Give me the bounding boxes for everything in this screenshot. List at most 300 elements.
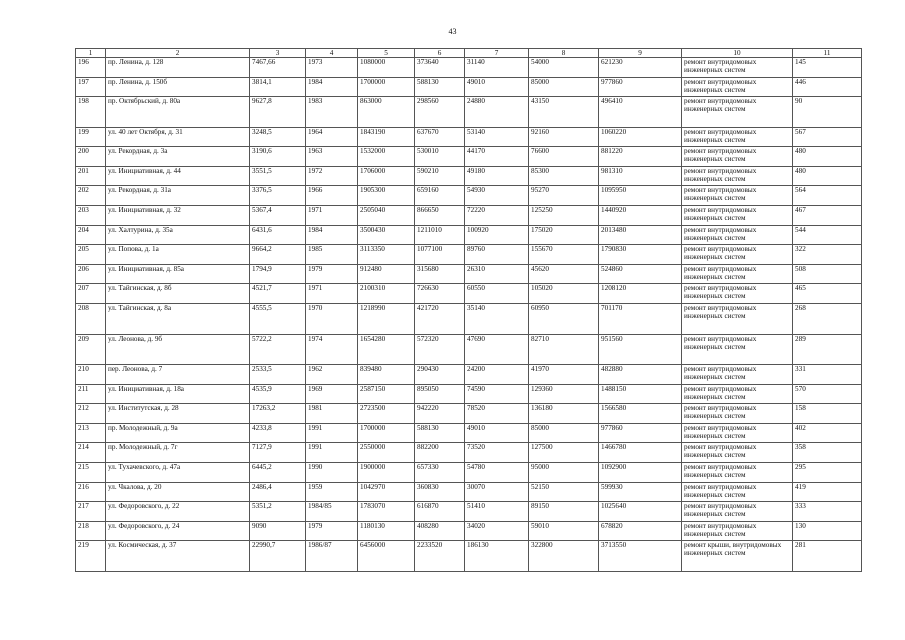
cell-total-area: 9627,8 (250, 97, 306, 128)
cell-row-number: 202 (76, 186, 106, 206)
table-row (76, 521, 862, 541)
cell-cost-budget-region: 26310 (465, 264, 529, 284)
cell-cost-budget-region: 72220 (465, 206, 529, 226)
cell-cost-fund: 1077100 (415, 245, 465, 265)
cell-cost-budget-region: 30070 (465, 482, 529, 502)
cell-cost-per-sqm: 90 (793, 97, 862, 128)
cell-row-number: 196 (76, 58, 106, 78)
cell-cost-budget-city: 129360 (529, 384, 599, 404)
cell-cost-owners: 701170 (599, 304, 682, 335)
table-row (76, 284, 862, 304)
table-row (76, 77, 862, 97)
cell-cost-owners: 1790830 (599, 245, 682, 265)
cell-cost-per-sqm: 281 (793, 541, 862, 572)
cell-cost-budget-city: 82710 (529, 334, 599, 365)
cell-cost-fund: 726630 (415, 284, 465, 304)
cell-cost-owners: 496410 (599, 97, 682, 128)
cell-total-area: 17263,2 (250, 404, 306, 424)
cell-cost-owners: 1488150 (599, 384, 682, 404)
cell-total-area: 6431,6 (250, 225, 306, 245)
cell-cost-fund: 942220 (415, 404, 465, 424)
cell-address: ул. Рекордная, д. 31а (106, 186, 250, 206)
cell-repair-work-type: ремонт внутридомовых инженерных систем (682, 147, 793, 167)
cell-cost-budget-city: 52150 (529, 482, 599, 502)
cell-cost-budget-city: 85000 (529, 423, 599, 443)
cell-cost-per-sqm: 145 (793, 58, 862, 78)
cell-cost-budget-region: 53140 (465, 127, 529, 147)
cell-row-number: 201 (76, 166, 106, 186)
cell-cost-fund: 315680 (415, 264, 465, 284)
cell-address: ул. Тухачевского, д. 47а (106, 463, 250, 483)
table-row (76, 304, 862, 335)
cell-cost-budget-region: 47690 (465, 334, 529, 365)
table-row (76, 245, 862, 265)
cell-row-number: 213 (76, 423, 106, 443)
cell-total-area: 3190,6 (250, 147, 306, 167)
cell-cost-budget-region: 49010 (465, 77, 529, 97)
cell-total-cost: 1706000 (358, 166, 415, 186)
cell-cost-owners: 977860 (599, 423, 682, 443)
cell-cost-per-sqm: 295 (793, 463, 862, 483)
cell-build-year: 1984 (306, 225, 358, 245)
cell-row-number: 211 (76, 384, 106, 404)
cell-cost-fund: 659160 (415, 186, 465, 206)
cell-cost-per-sqm: 268 (793, 304, 862, 335)
cell-cost-per-sqm: 419 (793, 482, 862, 502)
cell-repair-work-type: ремонт внутридомовых инженерных систем (682, 206, 793, 226)
cell-build-year: 1963 (306, 147, 358, 167)
cell-address: ул. Попова, д. 1а (106, 245, 250, 265)
cell-cost-budget-city: 155670 (529, 245, 599, 265)
cell-row-number: 215 (76, 463, 106, 483)
cell-cost-fund: 637670 (415, 127, 465, 147)
cell-repair-work-type: ремонт внутридомовых инженерных систем (682, 127, 793, 147)
cell-total-cost: 1654280 (358, 334, 415, 365)
cell-cost-per-sqm: 465 (793, 284, 862, 304)
cell-build-year: 1973 (306, 58, 358, 78)
cell-total-area: 5351,2 (250, 502, 306, 522)
cell-cost-budget-region: 60550 (465, 284, 529, 304)
cell-row-number: 210 (76, 365, 106, 385)
table-row (76, 186, 862, 206)
cell-repair-work-type: ремонт внутридомовых инженерных систем (682, 404, 793, 424)
table-row (76, 384, 862, 404)
cell-total-cost: 1218990 (358, 304, 415, 335)
cell-cost-budget-city: 85000 (529, 77, 599, 97)
table-row (76, 482, 862, 502)
cell-cost-fund: 373640 (415, 58, 465, 78)
cell-address: ул. Тайгинская, д. 8а (106, 304, 250, 335)
table-row (76, 127, 862, 147)
cell-cost-per-sqm: 564 (793, 186, 862, 206)
cell-repair-work-type: ремонт внутридомовых инженерных систем (682, 443, 793, 463)
cell-address: пр. Молодежный, д. 7г (106, 443, 250, 463)
cell-row-number: 216 (76, 482, 106, 502)
cell-cost-budget-city: 95270 (529, 186, 599, 206)
cell-total-area: 4521,7 (250, 284, 306, 304)
page-number: 43 (448, 27, 457, 36)
cell-cost-budget-city: 175020 (529, 225, 599, 245)
cell-address: ул. Леонова, д. 9б (106, 334, 250, 365)
cell-cost-budget-city: 322800 (529, 541, 599, 572)
cell-repair-work-type: ремонт крыши, внутридомовых инженерных систем (682, 541, 793, 572)
cell-build-year: 1959 (306, 482, 358, 502)
cell-address: пр. Ленина, д. 150б (106, 77, 250, 97)
cell-total-cost: 6456000 (358, 541, 415, 572)
cell-address: ул. Федоровского, д. 24 (106, 521, 250, 541)
cell-total-cost: 3500430 (358, 225, 415, 245)
cell-cost-budget-city: 92160 (529, 127, 599, 147)
cell-build-year: 1986/87 (306, 541, 358, 572)
cell-total-area: 9090 (250, 521, 306, 541)
cell-cost-per-sqm: 446 (793, 77, 862, 97)
table-row (76, 58, 862, 78)
cell-total-area: 3814,1 (250, 77, 306, 97)
cell-cost-owners: 621230 (599, 58, 682, 78)
cell-repair-work-type: ремонт внутридомовых инженерных систем (682, 334, 793, 365)
cell-cost-budget-city: 105020 (529, 284, 599, 304)
cell-total-cost: 2550000 (358, 443, 415, 463)
column-header: 9 (599, 49, 682, 58)
cell-cost-budget-region: 49010 (465, 423, 529, 443)
cell-cost-budget-region: 54930 (465, 186, 529, 206)
cell-row-number: 214 (76, 443, 106, 463)
column-header: 5 (358, 49, 415, 58)
cell-address: пр. Молодежный, д. 9а (106, 423, 250, 443)
cell-repair-work-type: ремонт внутридомовых инженерных систем (682, 225, 793, 245)
cell-cost-budget-city: 43150 (529, 97, 599, 128)
table-row (76, 334, 862, 365)
cell-cost-per-sqm: 158 (793, 404, 862, 424)
cell-row-number: 207 (76, 284, 106, 304)
cell-total-cost: 1900000 (358, 463, 415, 483)
cell-cost-owners: 678820 (599, 521, 682, 541)
cell-repair-work-type: ремонт внутридомовых инженерных систем (682, 77, 793, 97)
cell-cost-budget-city: 89150 (529, 502, 599, 522)
cell-cost-budget-region: 44170 (465, 147, 529, 167)
cell-build-year: 1972 (306, 166, 358, 186)
cell-total-cost: 2505040 (358, 206, 415, 226)
cell-total-cost: 912480 (358, 264, 415, 284)
cell-cost-budget-region: 73520 (465, 443, 529, 463)
cell-repair-work-type: ремонт внутридомовых инженерных систем (682, 365, 793, 385)
cell-build-year: 1970 (306, 304, 358, 335)
cell-total-cost: 2587150 (358, 384, 415, 404)
cell-cost-budget-region: 31140 (465, 58, 529, 78)
cell-cost-per-sqm: 467 (793, 206, 862, 226)
cell-cost-budget-region: 186130 (465, 541, 529, 572)
cell-address: ул. Федоровского, д. 22 (106, 502, 250, 522)
cell-cost-per-sqm: 567 (793, 127, 862, 147)
cell-cost-owners: 482880 (599, 365, 682, 385)
column-header: 2 (106, 49, 250, 58)
cell-repair-work-type: ремонт внутридомовых инженерных систем (682, 384, 793, 404)
cell-cost-owners: 881220 (599, 147, 682, 167)
cell-build-year: 1964 (306, 127, 358, 147)
cell-cost-per-sqm: 130 (793, 521, 862, 541)
table-row (76, 147, 862, 167)
cell-cost-owners: 2013480 (599, 225, 682, 245)
cell-total-area: 1794,9 (250, 264, 306, 284)
cell-cost-budget-region: 49180 (465, 166, 529, 186)
cell-cost-fund: 290430 (415, 365, 465, 385)
cell-cost-budget-city: 85300 (529, 166, 599, 186)
table-row (76, 423, 862, 443)
column-header: 8 (529, 49, 599, 58)
cell-cost-budget-region: 89760 (465, 245, 529, 265)
cell-build-year: 1971 (306, 206, 358, 226)
cell-cost-per-sqm: 480 (793, 166, 862, 186)
table-row (76, 443, 862, 463)
cell-build-year: 1981 (306, 404, 358, 424)
cell-build-year: 1991 (306, 423, 358, 443)
cell-cost-owners: 977860 (599, 77, 682, 97)
cell-cost-budget-region: 54780 (465, 463, 529, 483)
cell-cost-fund: 2233520 (415, 541, 465, 572)
cell-repair-work-type: ремонт внутридомовых инженерных систем (682, 304, 793, 335)
cell-cost-fund: 657330 (415, 463, 465, 483)
cell-cost-budget-city: 136180 (529, 404, 599, 424)
cell-address: ул. 40 лет Октября, д. 31 (106, 127, 250, 147)
table-row (76, 264, 862, 284)
cell-cost-fund: 408280 (415, 521, 465, 541)
cell-repair-work-type: ремонт внутридомовых инженерных систем (682, 58, 793, 78)
column-header: 6 (415, 49, 465, 58)
cell-build-year: 1971 (306, 284, 358, 304)
cell-cost-budget-city: 125250 (529, 206, 599, 226)
cell-repair-work-type: ремонт внутридомовых инженерных систем (682, 423, 793, 443)
cell-cost-budget-city: 95000 (529, 463, 599, 483)
cell-cost-owners: 524860 (599, 264, 682, 284)
cell-repair-work-type: ремонт внутридомовых инженерных систем (682, 521, 793, 541)
cell-cost-fund: 895050 (415, 384, 465, 404)
cell-cost-owners: 1466780 (599, 443, 682, 463)
cell-cost-fund: 360830 (415, 482, 465, 502)
cell-cost-fund: 588130 (415, 77, 465, 97)
cell-address: ул. Инициативная, д. 44 (106, 166, 250, 186)
cell-cost-per-sqm: 480 (793, 147, 862, 167)
table-row (76, 541, 862, 572)
cell-row-number: 198 (76, 97, 106, 128)
cell-cost-budget-region: 78520 (465, 404, 529, 424)
cell-cost-owners: 1566580 (599, 404, 682, 424)
cell-cost-owners: 1440920 (599, 206, 682, 226)
cell-cost-budget-region: 24200 (465, 365, 529, 385)
cell-cost-budget-city: 59010 (529, 521, 599, 541)
column-header: 10 (682, 49, 793, 58)
cell-cost-owners: 599930 (599, 482, 682, 502)
cell-repair-work-type: ремонт внутридомовых инженерных систем (682, 284, 793, 304)
cell-total-area: 3248,5 (250, 127, 306, 147)
cell-cost-budget-city: 54000 (529, 58, 599, 78)
cell-cost-fund: 616870 (415, 502, 465, 522)
column-header: 3 (250, 49, 306, 58)
cell-total-area: 2486,4 (250, 482, 306, 502)
cell-total-area: 3551,5 (250, 166, 306, 186)
cell-row-number: 209 (76, 334, 106, 365)
cell-total-cost: 2723500 (358, 404, 415, 424)
cell-repair-work-type: ремонт внутридомовых инженерных систем (682, 97, 793, 128)
cell-build-year: 1969 (306, 384, 358, 404)
cell-row-number: 197 (76, 77, 106, 97)
cell-total-area: 2533,5 (250, 365, 306, 385)
cell-cost-budget-city: 76600 (529, 147, 599, 167)
cell-build-year: 1962 (306, 365, 358, 385)
cell-address: ул. Рекордная, д. 3а (106, 147, 250, 167)
repair-program-table (75, 48, 862, 572)
cell-address: ул. Тайгинская, д. 8б (106, 284, 250, 304)
cell-cost-budget-city: 127500 (529, 443, 599, 463)
cell-total-cost: 863000 (358, 97, 415, 128)
cell-total-area: 5722,2 (250, 334, 306, 365)
cell-build-year: 1984 (306, 77, 358, 97)
cell-cost-budget-city: 60950 (529, 304, 599, 335)
cell-cost-budget-region: 24880 (465, 97, 529, 128)
cell-cost-budget-region: 51410 (465, 502, 529, 522)
cell-cost-fund: 421720 (415, 304, 465, 335)
table-row (76, 502, 862, 522)
cell-cost-fund: 298560 (415, 97, 465, 128)
cell-build-year: 1979 (306, 521, 358, 541)
cell-cost-per-sqm: 508 (793, 264, 862, 284)
cell-cost-budget-region: 34020 (465, 521, 529, 541)
cell-cost-fund: 1211010 (415, 225, 465, 245)
cell-repair-work-type: ремонт внутридомовых инженерных систем (682, 245, 793, 265)
cell-row-number: 204 (76, 225, 106, 245)
cell-total-area: 6445,2 (250, 463, 306, 483)
cell-cost-budget-city: 45620 (529, 264, 599, 284)
cell-cost-owners: 3713550 (599, 541, 682, 572)
cell-cost-per-sqm: 544 (793, 225, 862, 245)
cell-build-year: 1974 (306, 334, 358, 365)
cell-cost-owners: 951560 (599, 334, 682, 365)
cell-total-cost: 1700000 (358, 77, 415, 97)
cell-cost-per-sqm: 570 (793, 384, 862, 404)
table-row (76, 166, 862, 186)
cell-cost-per-sqm: 289 (793, 334, 862, 365)
cell-total-cost: 1532000 (358, 147, 415, 167)
cell-address: пр. Октябрьский, д. 80а (106, 97, 250, 128)
column-header: 4 (306, 49, 358, 58)
cell-address: ул. Инициативная, д. 18а (106, 384, 250, 404)
cell-cost-owners: 1208120 (599, 284, 682, 304)
cell-row-number: 205 (76, 245, 106, 265)
column-header: 11 (793, 49, 862, 58)
cell-total-cost: 1080000 (358, 58, 415, 78)
cell-total-area: 4555,5 (250, 304, 306, 335)
cell-build-year: 1990 (306, 463, 358, 483)
cell-total-area: 9664,2 (250, 245, 306, 265)
cell-total-cost: 2100310 (358, 284, 415, 304)
cell-cost-fund: 572320 (415, 334, 465, 365)
cell-total-cost: 1905300 (358, 186, 415, 206)
cell-cost-per-sqm: 333 (793, 502, 862, 522)
cell-row-number: 217 (76, 502, 106, 522)
cell-total-cost: 1783070 (358, 502, 415, 522)
cell-row-number: 199 (76, 127, 106, 147)
cell-address: пр. Ленина, д. 128 (106, 58, 250, 78)
cell-row-number: 218 (76, 521, 106, 541)
cell-build-year: 1983 (306, 97, 358, 128)
table-row (76, 97, 862, 128)
cell-build-year: 1979 (306, 264, 358, 284)
column-number-row (76, 49, 862, 58)
column-header: 7 (465, 49, 529, 58)
cell-total-area: 3376,5 (250, 186, 306, 206)
cell-total-cost: 1843190 (358, 127, 415, 147)
cell-cost-per-sqm: 402 (793, 423, 862, 443)
cell-row-number: 200 (76, 147, 106, 167)
cell-cost-per-sqm: 331 (793, 365, 862, 385)
cell-repair-work-type: ремонт внутридомовых инженерных систем (682, 463, 793, 483)
cell-cost-fund: 590210 (415, 166, 465, 186)
cell-build-year: 1966 (306, 186, 358, 206)
cell-cost-fund: 588130 (415, 423, 465, 443)
cell-repair-work-type: ремонт внутридомовых инженерных систем (682, 482, 793, 502)
table-row (76, 225, 862, 245)
cell-total-area: 22990,7 (250, 541, 306, 572)
table-row (76, 404, 862, 424)
table-row (76, 365, 862, 385)
cell-total-cost: 1700000 (358, 423, 415, 443)
cell-repair-work-type: ремонт внутридомовых инженерных систем (682, 264, 793, 284)
cell-address: ул. Халтурина, д. 35а (106, 225, 250, 245)
cell-row-number: 208 (76, 304, 106, 335)
cell-cost-budget-region: 74590 (465, 384, 529, 404)
cell-build-year: 1991 (306, 443, 358, 463)
cell-total-cost: 1042970 (358, 482, 415, 502)
cell-address: ул. Инициативная, д. 32 (106, 206, 250, 226)
cell-total-area: 5367,4 (250, 206, 306, 226)
column-header: 1 (76, 49, 106, 58)
cell-address: пер. Леонова, д. 7 (106, 365, 250, 385)
cell-cost-fund: 882200 (415, 443, 465, 463)
cell-address: ул. Чкалова, д. 20 (106, 482, 250, 502)
cell-cost-owners: 1095950 (599, 186, 682, 206)
cell-total-area: 4535,9 (250, 384, 306, 404)
cell-cost-fund: 866650 (415, 206, 465, 226)
cell-total-cost: 839480 (358, 365, 415, 385)
cell-row-number: 219 (76, 541, 106, 572)
cell-repair-work-type: ремонт внутридомовых инженерных систем (682, 166, 793, 186)
cell-cost-budget-region: 100920 (465, 225, 529, 245)
cell-build-year: 1984/85 (306, 502, 358, 522)
cell-row-number: 203 (76, 206, 106, 226)
cell-address: ул. Космическая, д. 37 (106, 541, 250, 572)
cell-address: ул. Институтская, д. 28 (106, 404, 250, 424)
cell-total-area: 7127,9 (250, 443, 306, 463)
cell-cost-per-sqm: 358 (793, 443, 862, 463)
cell-cost-owners: 1025640 (599, 502, 682, 522)
cell-total-cost: 3113350 (358, 245, 415, 265)
cell-cost-owners: 1092900 (599, 463, 682, 483)
cell-cost-per-sqm: 322 (793, 245, 862, 265)
cell-repair-work-type: ремонт внутридомовых инженерных систем (682, 186, 793, 206)
cell-row-number: 206 (76, 264, 106, 284)
cell-cost-owners: 981310 (599, 166, 682, 186)
cell-address: ул. Инициативная, д. 85а (106, 264, 250, 284)
cell-cost-fund: 530010 (415, 147, 465, 167)
table-row (76, 206, 862, 226)
cell-total-cost: 1180130 (358, 521, 415, 541)
cell-cost-budget-region: 35140 (465, 304, 529, 335)
cell-cost-budget-city: 41970 (529, 365, 599, 385)
table-row (76, 463, 862, 483)
cell-cost-owners: 1060220 (599, 127, 682, 147)
cell-total-area: 4233,8 (250, 423, 306, 443)
cell-row-number: 212 (76, 404, 106, 424)
cell-build-year: 1985 (306, 245, 358, 265)
